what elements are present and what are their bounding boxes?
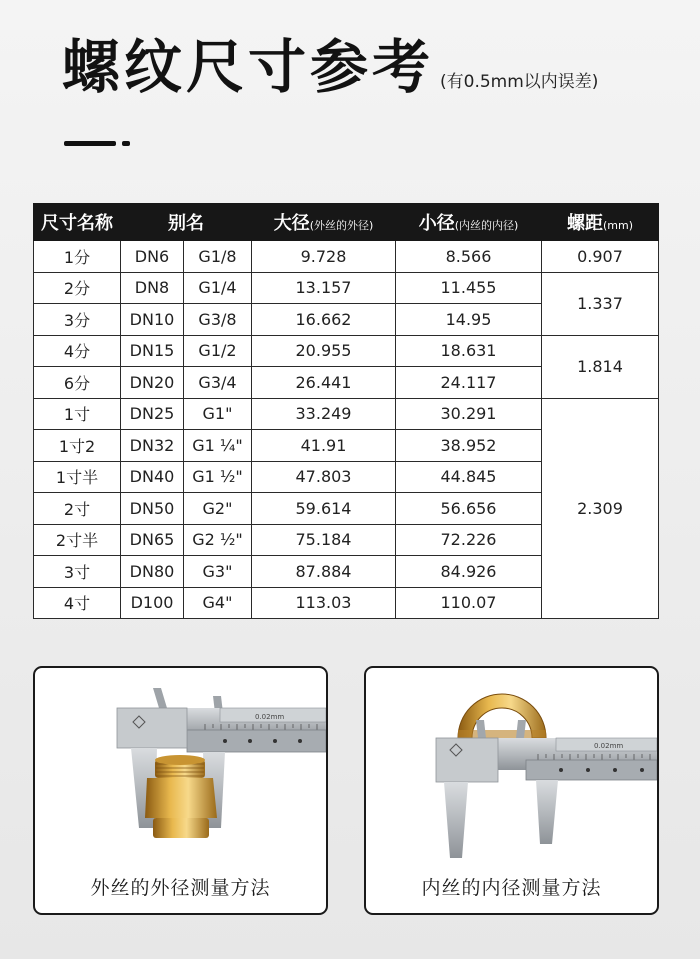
title-underline bbox=[64, 141, 116, 146]
cell-dn: DN15 bbox=[121, 335, 184, 367]
header-size-name: 尺寸名称 bbox=[34, 204, 121, 241]
cell-minor: 30.291 bbox=[396, 398, 542, 430]
cell-minor: 11.455 bbox=[396, 272, 542, 304]
cell-dn: DN8 bbox=[121, 272, 184, 304]
cell-dn: DN32 bbox=[121, 430, 184, 462]
cell-size-name: 6分 bbox=[34, 367, 121, 399]
cell-pitch: 1.337 bbox=[542, 272, 659, 335]
cell-major: 33.249 bbox=[252, 398, 396, 430]
cell-size-name: 2寸半 bbox=[34, 524, 121, 556]
table-header-row bbox=[34, 204, 659, 241]
inner-diameter-caption: 内丝的内径测量方法 bbox=[421, 877, 602, 899]
thread-size-table bbox=[33, 203, 659, 619]
cell-size-name: 3分 bbox=[34, 304, 121, 336]
cell-major: 87.884 bbox=[252, 556, 396, 588]
cell-dn: DN10 bbox=[121, 304, 184, 336]
cell-major: 20.955 bbox=[252, 335, 396, 367]
cell-major: 41.91 bbox=[252, 430, 396, 462]
cell-pitch: 1.814 bbox=[542, 335, 659, 398]
header-major-diameter: 大径(外丝的外径) bbox=[252, 204, 396, 241]
cell-g: G1/2 bbox=[184, 335, 252, 367]
cell-g: G4" bbox=[184, 587, 252, 619]
cell-size-name: 1分 bbox=[34, 241, 121, 273]
cell-minor: 110.07 bbox=[396, 587, 542, 619]
caliper-scale-text-right: 0.02mm bbox=[594, 742, 624, 750]
header-pitch: 螺距(mm) bbox=[542, 204, 659, 241]
cell-major: 9.728 bbox=[252, 241, 396, 273]
cell-pitch: 2.309 bbox=[542, 398, 659, 619]
cell-major: 75.184 bbox=[252, 524, 396, 556]
inner-diameter-method-card bbox=[364, 666, 659, 915]
cell-minor: 8.566 bbox=[396, 241, 542, 273]
cell-major: 26.441 bbox=[252, 367, 396, 399]
cell-minor: 38.952 bbox=[396, 430, 542, 462]
cell-g: G3" bbox=[184, 556, 252, 588]
outer-diameter-caption: 外丝的外径测量方法 bbox=[90, 877, 271, 899]
cell-size-name: 2寸 bbox=[34, 493, 121, 525]
outer-diameter-method-card bbox=[33, 666, 328, 915]
cell-minor: 24.117 bbox=[396, 367, 542, 399]
cell-minor: 14.95 bbox=[396, 304, 542, 336]
header-minor-diameter: 小径(内丝的内径) bbox=[396, 204, 542, 241]
cell-dn: DN65 bbox=[121, 524, 184, 556]
cell-dn: D100 bbox=[121, 587, 184, 619]
cell-size-name: 2分 bbox=[34, 272, 121, 304]
cell-size-name: 1寸2 bbox=[34, 430, 121, 462]
cell-dn: DN80 bbox=[121, 556, 184, 588]
cell-minor: 44.845 bbox=[396, 461, 542, 493]
table-row bbox=[34, 241, 659, 273]
cell-g: G1/8 bbox=[184, 241, 252, 273]
cell-size-name: 4寸 bbox=[34, 587, 121, 619]
cell-size-name: 1寸半 bbox=[34, 461, 121, 493]
cell-g: G2" bbox=[184, 493, 252, 525]
page-title: 螺纹尺寸参考 bbox=[62, 33, 435, 101]
cell-g: G1 ½" bbox=[184, 461, 252, 493]
cell-size-name: 1寸 bbox=[34, 398, 121, 430]
cell-minor: 72.226 bbox=[396, 524, 542, 556]
cell-major: 113.03 bbox=[252, 587, 396, 619]
table-row bbox=[34, 398, 659, 430]
cell-dn: DN25 bbox=[121, 398, 184, 430]
cell-dn: DN50 bbox=[121, 493, 184, 525]
cell-size-name: 3寸 bbox=[34, 556, 121, 588]
cell-dn: DN6 bbox=[121, 241, 184, 273]
cell-g: G2 ½" bbox=[184, 524, 252, 556]
cell-minor: 18.631 bbox=[396, 335, 542, 367]
cell-dn: DN20 bbox=[121, 367, 184, 399]
cell-g: G1" bbox=[184, 398, 252, 430]
cell-major: 47.803 bbox=[252, 461, 396, 493]
cell-major: 13.157 bbox=[252, 272, 396, 304]
cell-g: G3/4 bbox=[184, 367, 252, 399]
cell-major: 16.662 bbox=[252, 304, 396, 336]
table-row bbox=[34, 335, 659, 367]
cell-minor: 84.926 bbox=[396, 556, 542, 588]
cell-g: G3/8 bbox=[184, 304, 252, 336]
table-row bbox=[34, 272, 659, 304]
title-underline-dot bbox=[122, 141, 130, 146]
cell-minor: 56.656 bbox=[396, 493, 542, 525]
cell-g: G1/4 bbox=[184, 272, 252, 304]
cell-dn: DN40 bbox=[121, 461, 184, 493]
header-alias: 别名 bbox=[121, 204, 252, 241]
caliper-scale-text-left: 0.02mm bbox=[255, 713, 285, 721]
cell-pitch: 0.907 bbox=[542, 241, 659, 273]
page-subtitle: (有0.5mm以内误差) bbox=[440, 72, 599, 92]
cell-size-name: 4分 bbox=[34, 335, 121, 367]
title-row bbox=[62, 33, 599, 101]
cell-g: G1 ¼" bbox=[184, 430, 252, 462]
cell-major: 59.614 bbox=[252, 493, 396, 525]
